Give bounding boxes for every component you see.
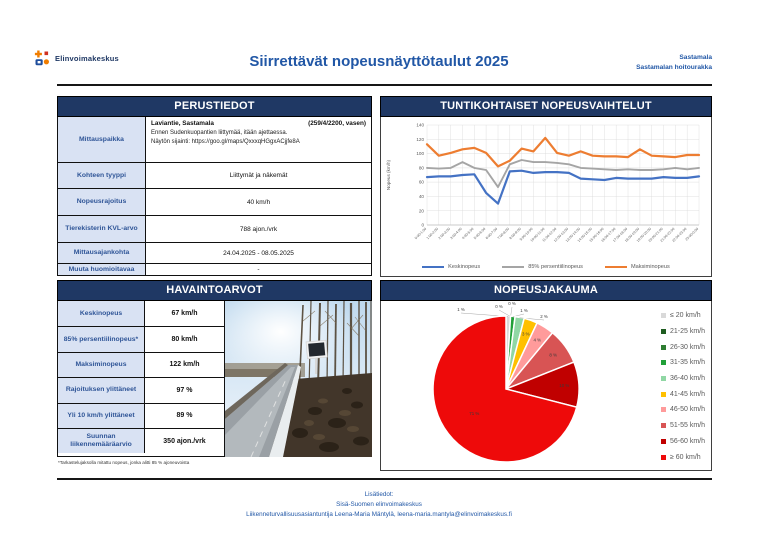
legend-label: Maksiminopeus <box>630 264 670 270</box>
svg-text:7:00-8:00: 7:00-8:00 <box>496 226 511 241</box>
svg-text:1 %: 1 % <box>457 307 465 312</box>
site-photo <box>225 301 372 457</box>
svg-text:0:00-1:00: 0:00-1:00 <box>413 226 428 241</box>
row-value-maksiminopeus: 122 km/h <box>145 352 224 377</box>
svg-text:60: 60 <box>418 179 424 185</box>
pie-section <box>380 280 712 471</box>
svg-text:11:00-12:00: 11:00-12:00 <box>541 226 558 243</box>
svg-text:2 %: 2 % <box>540 314 548 319</box>
site-description: Ennen Sudenkuopantien liittymää, itään ajettaessa. <box>151 130 288 136</box>
svg-text:5:00-6:00: 5:00-6:00 <box>473 226 487 241</box>
pie-legend-item <box>661 386 705 402</box>
legend-swatch <box>661 423 666 428</box>
pie-chart-panel <box>380 301 712 471</box>
legend-label: 85% persentiilinopeus <box>528 264 583 270</box>
svg-text:21:00-22:00: 21:00-22:00 <box>659 226 676 243</box>
row-value-yli-10-ylittaneet: 89 % <box>145 403 224 428</box>
content-columns <box>57 96 712 471</box>
row-value-muuta-huomioitavaa: - <box>146 263 371 275</box>
right-column <box>380 96 712 471</box>
line-legend-item <box>422 264 480 270</box>
row-value-mittausajankohta: 24.04.2025 - 08.05.2025 <box>146 242 371 263</box>
svg-text:Nopeus (km/h): Nopeus (km/h) <box>386 159 391 191</box>
line-chart-header: TUNTIKOHTAISET NOPEUSVAIHTELUT <box>380 96 712 117</box>
row-label-keskinopeus: Keskinopeus <box>58 301 145 326</box>
svg-text:4 %: 4 % <box>533 337 542 343</box>
svg-text:6:00-7:00: 6:00-7:00 <box>484 226 499 241</box>
row-value-mittauspaikka <box>146 117 371 162</box>
footer-organization: Sisä-Suomen elinvoimakeskus <box>336 501 422 509</box>
page-title: Siirrettävät nopeusnäyttötaulut 2025 <box>249 53 509 70</box>
header-divider <box>57 84 712 86</box>
row-value-rajoituksen-ylittaneet: 97 % <box>145 377 224 402</box>
perustiedot-table <box>57 117 372 276</box>
pie-legend-item <box>661 339 705 355</box>
svg-text:71 %: 71 % <box>469 411 480 417</box>
svg-text:10:00-11:00: 10:00-11:00 <box>529 226 546 243</box>
site-photo-image <box>225 301 372 457</box>
legend-label: ≥ 60 km/h <box>669 453 701 461</box>
svg-text:22:00-23:00: 22:00-23:00 <box>671 226 688 243</box>
legend-label: 41-45 km/h <box>669 390 705 398</box>
line-legend-item <box>605 264 670 270</box>
svg-text:19:00-20:00: 19:00-20:00 <box>635 226 652 243</box>
legend-swatch <box>661 313 666 318</box>
svg-text:40: 40 <box>418 194 424 199</box>
svg-text:9:00-10:00: 9:00-10:00 <box>518 226 534 242</box>
svg-text:16:00-17:00: 16:00-17:00 <box>600 226 617 243</box>
svg-text:20: 20 <box>418 208 424 214</box>
pie-legend-item <box>661 434 705 450</box>
svg-text:23:00-0:00: 23:00-0:00 <box>684 226 700 242</box>
line-chart-panel <box>380 117 712 277</box>
legend-label: Keskinopeus <box>448 264 481 270</box>
svg-text:15:00-16:00: 15:00-16:00 <box>588 226 605 243</box>
svg-text:13:00-14:00: 13:00-14:00 <box>564 226 581 243</box>
row-value-kohteen-tyyppi: Liittymät ja näkemät <box>146 162 371 188</box>
legend-swatch <box>661 345 666 350</box>
left-column <box>57 96 372 471</box>
svg-text:0: 0 <box>421 222 424 228</box>
legend-line-swatch <box>605 266 627 269</box>
perustiedot-header: PERUSTIEDOT <box>57 96 372 117</box>
region-name: Sastamala <box>679 54 712 61</box>
svg-text:8:00-9:00: 8:00-9:00 <box>508 226 522 241</box>
footer-lisatiedot: Lisätiedot: <box>364 491 394 498</box>
line-legend-item <box>502 264 583 270</box>
maps-link[interactable]: Näytön sijainti: https://goo.gl/maps/QxxxqHGgxACjjfe8A <box>151 139 300 145</box>
pie-chart-header: NOPEUSJAKAUMA <box>380 280 712 301</box>
pie-legend-item <box>661 418 705 434</box>
legend-swatch <box>661 329 666 334</box>
footer-divider <box>57 478 712 480</box>
svg-text:17:00-18:00: 17:00-18:00 <box>612 226 629 243</box>
row-value-nopeusrajoitus: 40 km/h <box>146 188 371 215</box>
svg-text:120: 120 <box>416 136 424 142</box>
row-label-muuta-huomioitavaa: Muuta huomioitavaa <box>58 263 146 275</box>
legend-label: 46-50 km/h <box>669 406 705 414</box>
svg-text:1 %: 1 % <box>520 308 528 313</box>
row-label-kvl-arvo: Tierekisterin KVL-arvo <box>58 215 146 242</box>
legend-line-swatch <box>502 266 524 269</box>
pie-legend-item <box>661 324 705 340</box>
svg-text:4:00-5:00: 4:00-5:00 <box>461 226 475 241</box>
svg-text:3:00-4:00: 3:00-4:00 <box>449 226 463 241</box>
svg-text:20:00-21:00: 20:00-21:00 <box>647 226 664 243</box>
legend-label: 56-60 km/h <box>669 437 705 445</box>
pie-legend-item <box>661 449 705 465</box>
row-label-liikennemaaraarvio: Suunnan liikennemääräarvio <box>58 428 145 453</box>
legend-label: ≤ 20 km/h <box>669 312 701 320</box>
svg-text:10 %: 10 % <box>559 382 570 388</box>
legend-swatch <box>661 455 666 460</box>
svg-text:0 %: 0 % <box>495 304 503 309</box>
line-chart-svg <box>381 117 711 260</box>
row-value-persentiilinopeus: 80 km/h <box>145 326 224 351</box>
svg-text:3 %: 3 % <box>522 331 530 337</box>
legend-label: 21-25 km/h <box>669 328 705 336</box>
pie-legend-item <box>661 402 705 418</box>
legend-label: 36-40 km/h <box>669 375 705 383</box>
row-label-persentiilinopeus: 85% persentiilinopeus* <box>58 326 145 351</box>
row-value-keskinopeus: 67 km/h <box>145 301 224 326</box>
svg-text:14:00-15:00: 14:00-15:00 <box>576 226 593 243</box>
row-label-mittausajankohta: Mittausajankohta <box>58 242 146 263</box>
legend-swatch <box>661 360 666 365</box>
pie-legend-item <box>661 355 705 371</box>
row-label-maksiminopeus: Maksiminopeus <box>58 352 145 377</box>
svg-text:0 %: 0 % <box>508 301 516 306</box>
svg-text:8 %: 8 % <box>549 352 557 358</box>
row-label-mittauspaikka: Mittauspaikka <box>58 117 146 162</box>
svg-text:12:00-13:00: 12:00-13:00 <box>553 226 570 243</box>
region-block <box>636 53 712 73</box>
pie-chart-svg <box>381 301 631 469</box>
legend-swatch <box>661 392 666 397</box>
road-address: (259/4/2200, vasen) <box>308 120 366 127</box>
havaintoarvot-header: HAVAINTOARVOT <box>57 280 372 301</box>
legend-swatch <box>661 376 666 381</box>
pie-legend-item <box>661 371 705 387</box>
row-label-nopeusrajoitus: Nopeusrajoitus <box>58 188 146 215</box>
agency-logo-text: Elinvoimakeskus <box>55 53 119 63</box>
svg-text:140: 140 <box>416 122 424 128</box>
legend-swatch <box>661 439 666 444</box>
row-label-rajoituksen-ylittaneet: Rajoituksen ylittäneet <box>58 377 145 402</box>
svg-text:2:00-3:00: 2:00-3:00 <box>437 226 451 241</box>
row-label-kohteen-tyyppi: Kohteen tyyppi <box>58 162 146 188</box>
row-value-kvl-arvo: 788 ajon./vrk <box>146 215 371 242</box>
havaintoarvot-section <box>57 280 372 465</box>
pie-legend-item <box>661 308 705 324</box>
row-value-liikennemaaraarvio: 350 ajon./vrk <box>145 428 224 453</box>
svg-text:100: 100 <box>416 151 424 157</box>
measurement-site-name: Laviantie, Sastamala <box>151 120 214 127</box>
svg-text:1:00-2:00: 1:00-2:00 <box>425 226 440 241</box>
contract-name: Sastamalan hoitourakka <box>636 64 712 72</box>
legend-label: 31-35 km/h <box>669 359 705 367</box>
svg-text:18:00-19:00: 18:00-19:00 <box>624 226 641 243</box>
legend-line-swatch <box>422 266 444 269</box>
footer-contact[interactable]: Liikenneturvallisuusasiantuntija Leena-Maria Mäntylä, leena-maria.mantyla@elinvoimakeskus.fi <box>246 511 512 519</box>
line-chart-legend <box>381 264 711 270</box>
footnote: *Tarkastelujaksolla mitattu nopeus, jonka alitti 85 % ajoneuvoista <box>58 460 190 465</box>
havaintoarvot-table <box>57 301 225 457</box>
row-label-yli-10-ylittaneet: Yli 10 km/h ylittäneet <box>58 403 145 428</box>
legend-label: 26-30 km/h <box>669 343 705 351</box>
legend-swatch <box>661 407 666 412</box>
pie-chart-legend <box>661 308 705 465</box>
legend-label: 51-55 km/h <box>669 422 705 430</box>
footer-block <box>0 490 758 521</box>
svg-text:80: 80 <box>418 165 424 171</box>
